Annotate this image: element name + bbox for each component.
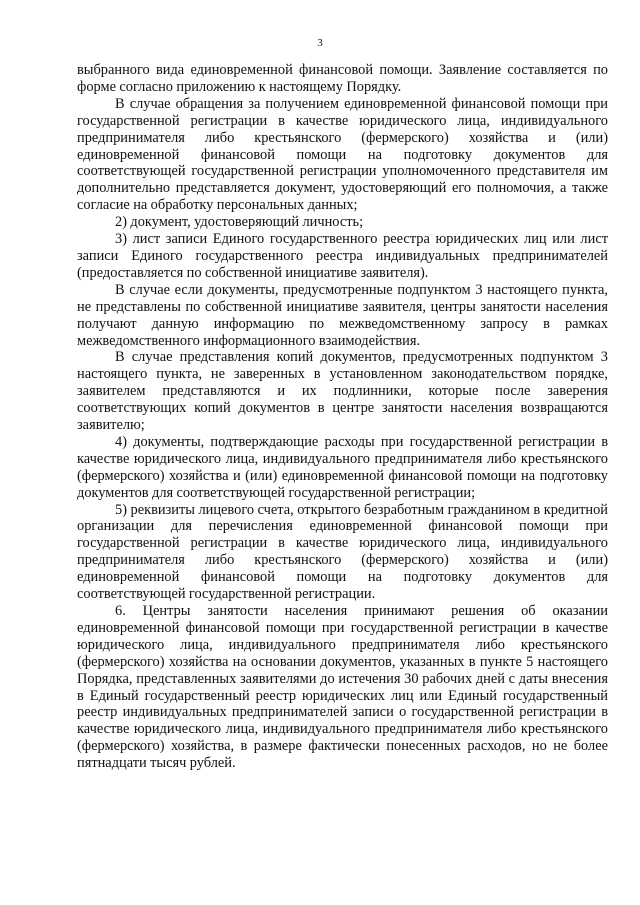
paragraph: В случае обращения за получением единовременной финансовой помощи при государственной регистрации в качестве юридического лица, индивидуального предпринимателя либо крестьянского (фермерского) хозяйства и (или) единовременной финансовой помощи на подготовку документов для соответствующей государственной регистрации уполномоченного представителя им дополнительно представляется документ, удостоверяющий его полномочия, а также согласие на обработку персональных данных; <box>77 95 608 214</box>
paragraph: 6. Центры занятости населения принимают решения об оказании единовременной финансовой помощи при государственной регистрации в качестве юридического лица, индивидуального предпринимателя либо крестьянского (фермерского) хозяйства на основании документов, указанных в пункте 5 настоящего Порядка, представленных заявителями до истечения 30 рабочих дней с даты внесения в Единый государственный реестр юридических лиц или Единый государственный реестр индивидуальных предпринимателей записи о государственной регистрации в качестве юридического лица, индивидуального предпринимателя либо крестьянского (фермерского) хозяйства, в размере фактически понесенных расходов, но не более пятнадцати тысяч рублей. <box>77 603 608 772</box>
paragraph: В случае представления копий документов, предусмотренных подпунктом 3 настоящего пункта, не заверенных в установленном законодательством порядке, заявителем представляются и их подлинники, которые после заверения соответствующих копий документов в центре занятости населения возвращаются заявителю; <box>77 349 608 434</box>
paragraph: 3) лист записи Единого государственного реестра юридических лиц или лист записи Единого государственного реестра индивидуальных предпринимателей (предоставляется по собственной инициативе заявителя). <box>77 231 608 281</box>
paragraph: 5) реквизиты лицевого счета, открытого безработным гражданином в кредитной организации для перечисления единовременной финансовой помощи при государственной регистрации в качестве юридического лица, индивидуального предпринимателя либо крестьянского (фермерского) хозяйства и (или) единовременной финансовой помощи на подготовку документов для соответствующей государственной регистрации. <box>77 501 608 603</box>
page-number: 3 <box>317 37 323 49</box>
body-text <box>77 62 608 772</box>
paragraph: выбранного вида единовременной финансовой помощи. Заявление составляется по форме согласно приложению к настоящему Порядку. <box>77 62 608 95</box>
paragraph: 2) документ, удостоверяющий личность; <box>115 214 364 231</box>
paragraph: 4) документы, подтверждающие расходы при государственной регистрации в качестве юридического лица, индивидуального предпринимателя либо крестьянского (фермерского) хозяйства и (или) единовременной финансовой помощи на подготовку документов для соответствующей государственной регистрации; <box>77 433 608 501</box>
paragraph: В случае если документы, предусмотренные подпунктом 3 настоящего пункта, не представлены по собственной инициативе заявителя, центры занятости населения получают данную информацию по межведомственному запросу в рамках межведомственного информационного взаимодействия. <box>77 281 608 349</box>
